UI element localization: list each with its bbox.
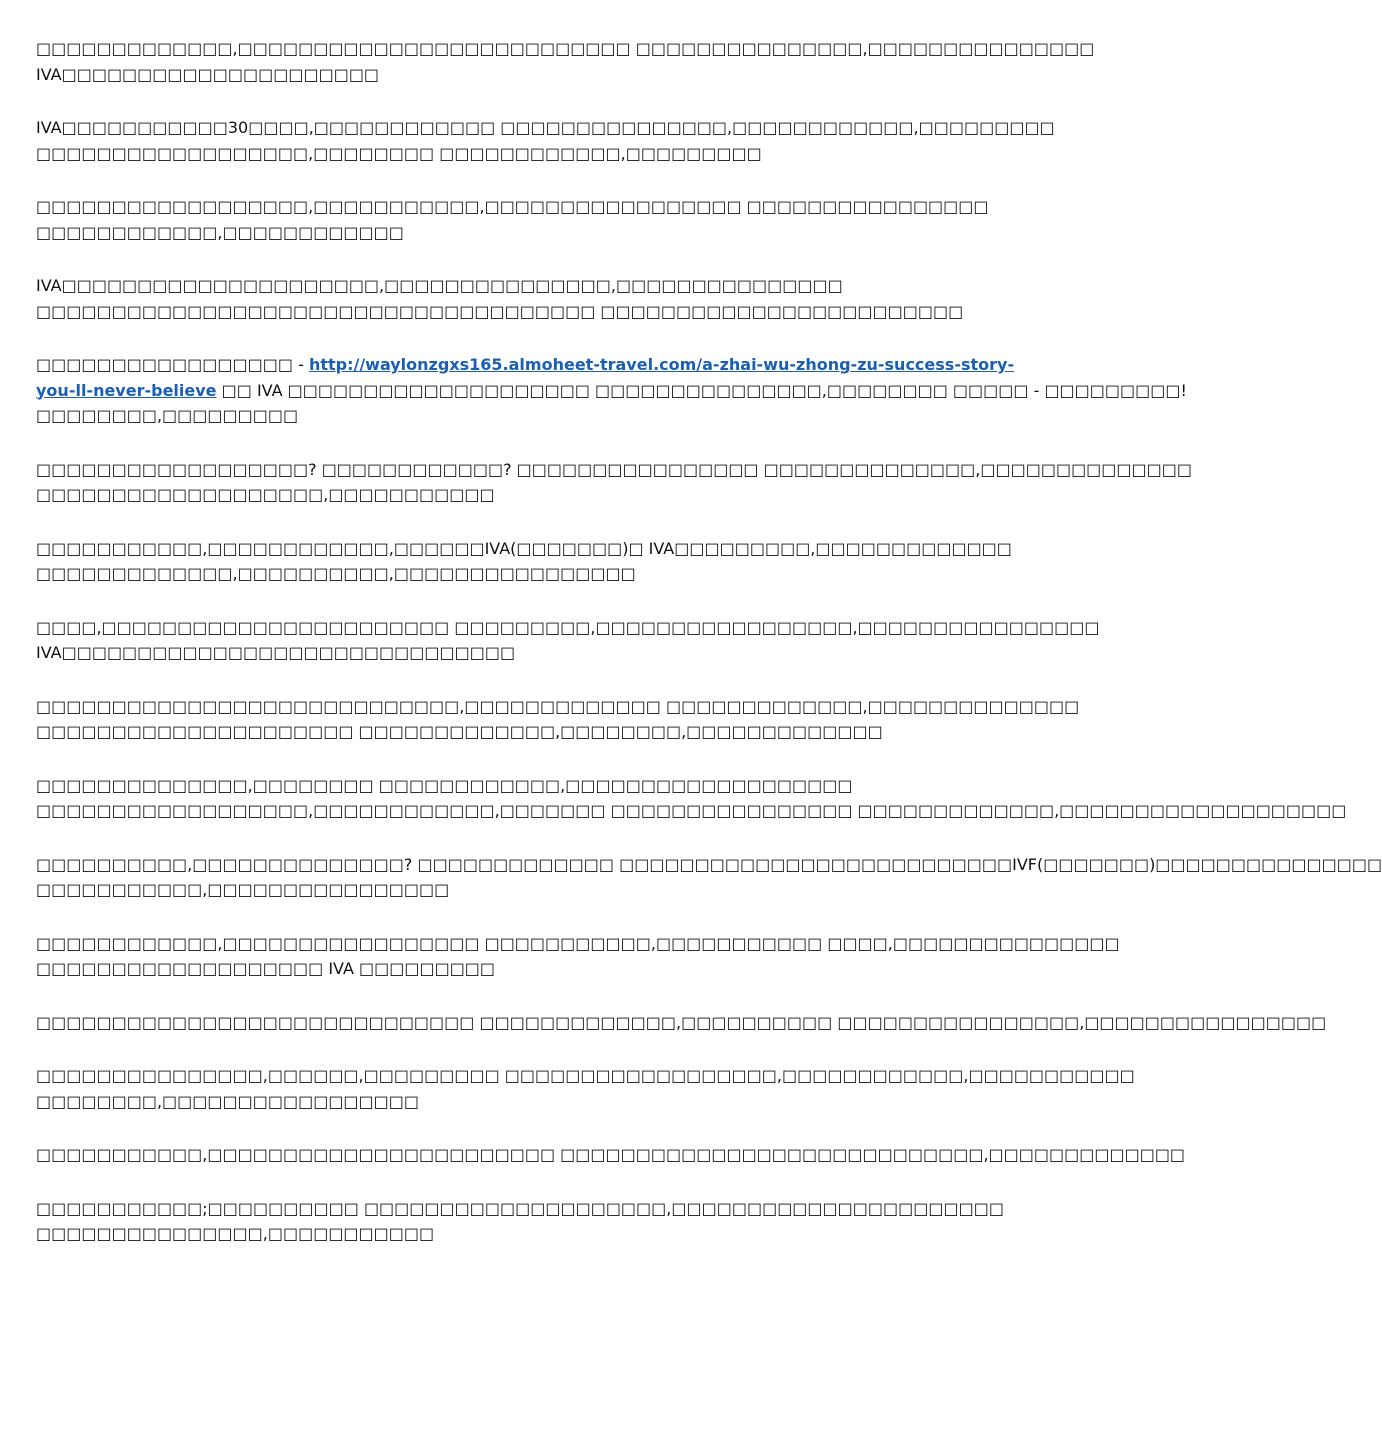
text-line: □□□□□□□□□□□□□□□,□□□□□□□□□□□ [36, 1224, 435, 1243]
text-line: □□□□□□□□□□□;□□□□□□□□□□ □□□□□□□□□□□□□□□□□□□□,□□□□□□□□□□□□□□□□□□□□□□ [36, 1198, 1004, 1218]
text-line: □□□□□□□□□□□□□□,□□□□□□□□ □□□□□□□□□□□□,□□□□□□□□□□□□□□□□□□□ [36, 775, 853, 795]
paragraph-1 [36, 36, 1095, 87]
text-line: □□□□□□□□□□□□□□□□□□? □□□□□□□□□□□□? □□□□□□□□□□□□□□□□ □□□□□□□□□□□□□□,□□□□□□□□□□□□□□ [36, 459, 1192, 479]
link-intro-text: □□□□□□□□□□□□□□□□□ - [36, 355, 309, 374]
paragraph-6 [36, 457, 1192, 508]
paragraph-15 [36, 1142, 1186, 1168]
text-line: □□□□□□□□□□□□□,□□□□□□□□□□□□□□□□□□□□□□□□□□ □□□□□□□□□□□□□□□,□□□□□□□□□□□□□□□ [36, 39, 1095, 58]
paragraph-14 [36, 1063, 1135, 1114]
text-line: IVA□□□□□□□□□□□□□□□□□□□□□□□□□□□□□□ [36, 643, 516, 662]
text-line: □□□□□□□□□□□□□□□□□□□□□□□□□□□□□□□□□□□□□ □□□□□□□□□□□□□□□□□□□□□□□□ [36, 301, 964, 321]
text-line: □□□□□□□□□□□□□□□□□□□,□□□□□□□□□□□ [36, 485, 495, 504]
paragraph-2 [36, 115, 1055, 166]
text-line: □□□□□□□□,□□□□□□□□□□□□□□□□□ [36, 1091, 420, 1111]
paragraph-16 [36, 1196, 1004, 1247]
paragraph-7 [36, 536, 1012, 587]
text-line: □□□□□□□□□□□□□□□□□□□ IVA □□□□□□□□□ [36, 959, 496, 978]
paragraph-5-with-link [36, 352, 1187, 429]
text-line: □□□□□□□□□□□□□,□□□□□□□□□□,□□□□□□□□□□□□□□□□ [36, 564, 636, 583]
text-line [36, 378, 1187, 404]
text-line: IVA□□□□□□□□□□□□□□□□□□□□□ [36, 64, 380, 84]
text-line: IVA□□□□□□□□□□□30□□□□,□□□□□□□□□□□□ □□□□□□□□□□□□□□□,□□□□□□□□□□□□,□□□□□□□□□ [36, 118, 1055, 137]
text-line: IVA□□□□□□□□□□□□□□□□□□□□□,□□□□□□□□□□□□□□□,□□□□□□□□□□□□□□□ [36, 276, 843, 295]
paragraph-11 [36, 852, 1382, 903]
text-line: □□□□□□□□□□□□,□□□□□□□□□□□□ [36, 222, 404, 242]
text-line: □□□□□□□□□□□□□□□□□□,□□□□□□□□□□□,□□□□□□□□□□□□□□□□□ □□□□□□□□□□□□□□□□ [36, 197, 989, 216]
text-line: □□□□□□□□□□□,□□□□□□□□□□□□□□□□□□□□□□□ □□□□□□□□□□□□□□□□□□□□□□□□□□□□,□□□□□□□□□□□□□ [36, 1145, 1186, 1164]
document-body [36, 36, 1382, 1275]
paragraph-12 [36, 931, 1120, 982]
article-link[interactable]: http://waylonzgxs165.almoheet-travel.com/a-zhai-wu-zhong-zu-success-story- [308, 355, 1015, 374]
paragraph-13 [36, 1010, 1327, 1036]
text-line: □□□□□□□□□□□,□□□□□□□□□□□□□□□□ [36, 880, 450, 899]
text-line: □□□□□□□□□□□□□□□□□□,□□□□□□□□ □□□□□□□□□□□□,□□□□□□□□□ [36, 143, 762, 163]
paragraph-10 [36, 773, 1347, 824]
text-line: □□□□,□□□□□□□□□□□□□□□□□□□□□□□ □□□□□□□□□,□□□□□□□□□□□□□□□□□,□□□□□□□□□□□□□□□□ [36, 617, 1100, 637]
paragraph-3 [36, 194, 991, 245]
article-link-continued[interactable]: you-ll-never-believe [36, 380, 217, 400]
text-line: □□□□□□□□□□□□□□□,□□□□□□,□□□□□□□□□ □□□□□□□□□□□□□□□□□□,□□□□□□□□□□□□,□□□□□□□□□□□ [36, 1066, 1135, 1085]
text-line: □□□□□□□□□□□□□□□□□□□□□□□□□□□□,□□□□□□□□□□□□□ □□□□□□□□□□□□□,□□□□□□□□□□□□□□ [36, 696, 1080, 716]
paragraph-8 [36, 615, 1100, 666]
text-line: □□□□□□□□□□□,□□□□□□□□□□□□,□□□□□□IVA(□□□□□□□)□ IVA□□□□□□□□□,□□□□□□□□□□□□□ [36, 538, 1012, 558]
paragraph-4 [36, 273, 991, 324]
text-line: □□□□□□□□□□,□□□□□□□□□□□□□□? □□□□□□□□□□□□□ □□□□□□□□□□□□□□□□□□□□□□□□□□IVF(□□□□□□□)□□□□□□□□□□□□□□□ [36, 854, 1382, 874]
link-trailing-text: □□ IVA □□□□□□□□□□□□□□□□□□□□ □□□□□□□□□□□□□□□,□□□□□□□□ □□□□□ - □□□□□□□□□! [216, 380, 1187, 400]
text-line [36, 352, 1015, 378]
text-line: □□□□□□□□□□□□□□□□□□□□□□□□□□□□□ □□□□□□□□□□□□□,□□□□□□□□□□ □□□□□□□□□□□□□□□□,□□□□□□□□□□□□□□□□ [36, 1012, 1327, 1032]
text-line: □□□□□□□□,□□□□□□□□□ [36, 406, 299, 425]
paragraph-9 [36, 694, 1080, 745]
text-line: □□□□□□□□□□□□□□□□□□□□□ □□□□□□□□□□□□□,□□□□□□□□,□□□□□□□□□□□□□ [36, 722, 883, 741]
text-line: □□□□□□□□□□□□□□□□□□,□□□□□□□□□□□□,□□□□□□□ □□□□□□□□□□□□□□□□ □□□□□□□□□□□□□,□□□□□□□□□□□□□□□□□□□ [36, 801, 1347, 820]
text-line: □□□□□□□□□□□□,□□□□□□□□□□□□□□□□□ □□□□□□□□□□□,□□□□□□□□□□□ □□□□,□□□□□□□□□□□□□□□ [36, 933, 1120, 953]
